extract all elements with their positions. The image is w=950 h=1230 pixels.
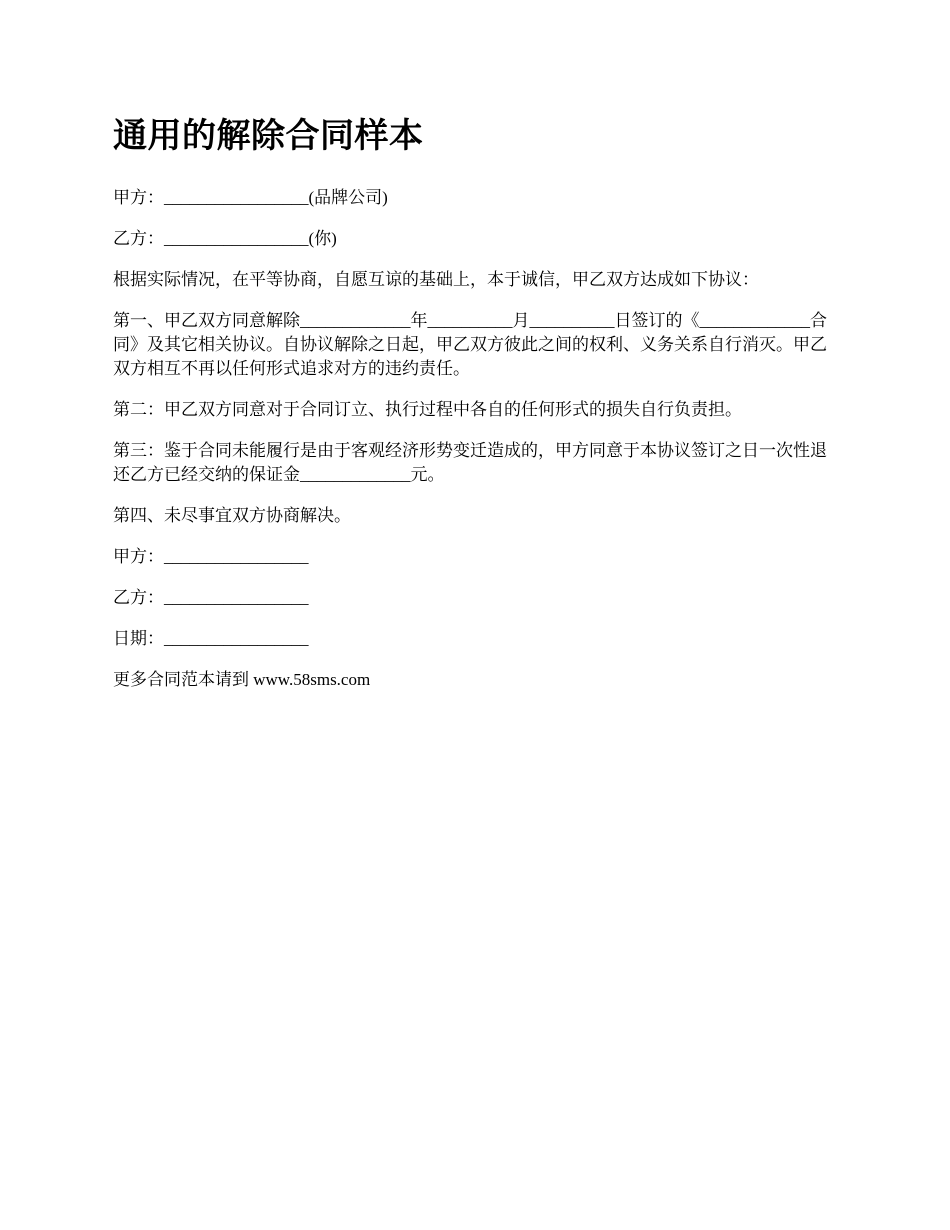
document-title: 通用的解除合同样本	[113, 116, 424, 156]
party-b-line: 乙方：_________________(你)	[113, 229, 337, 248]
document-body	[113, 112, 840, 709]
clause-3-paragraph: 第三：鉴于合同未能履行是由于客观经济形势变迁造成的，甲方同意于本协议签订之日一次性退还乙方已经交纳的保证金_____________元。	[113, 441, 827, 484]
footer-note: 更多合同范本请到 www.58sms.com	[113, 670, 371, 689]
signature-date: 日期：_________________	[113, 629, 309, 648]
clause-1-paragraph: 第一、甲乙双方同意解除_____________年__________月__________日签订的《_____________合同》及其它相关协议。自协议解除之日起，甲乙双方彼此之间的权利、义务关系自行消灭。甲乙双方相互不再以任何形式追求对方的违约责任。	[113, 311, 827, 378]
clause-2-paragraph: 第二：甲乙双方同意对于合同订立、执行过程中各自的任何形式的损失自行负责担。	[113, 400, 742, 419]
clause-4-paragraph: 第四、未尽事宜双方协商解决。	[113, 506, 351, 525]
signature-party-b: 乙方：_________________	[113, 588, 309, 607]
preamble-paragraph: 根据实际情况，在平等协商，自愿互谅的基础上，本于诚信，甲乙双方达成如下协议：	[113, 270, 759, 289]
signature-party-a: 甲方：_________________	[113, 547, 309, 566]
party-a-line: 甲方：_________________(品牌公司)	[113, 188, 388, 207]
